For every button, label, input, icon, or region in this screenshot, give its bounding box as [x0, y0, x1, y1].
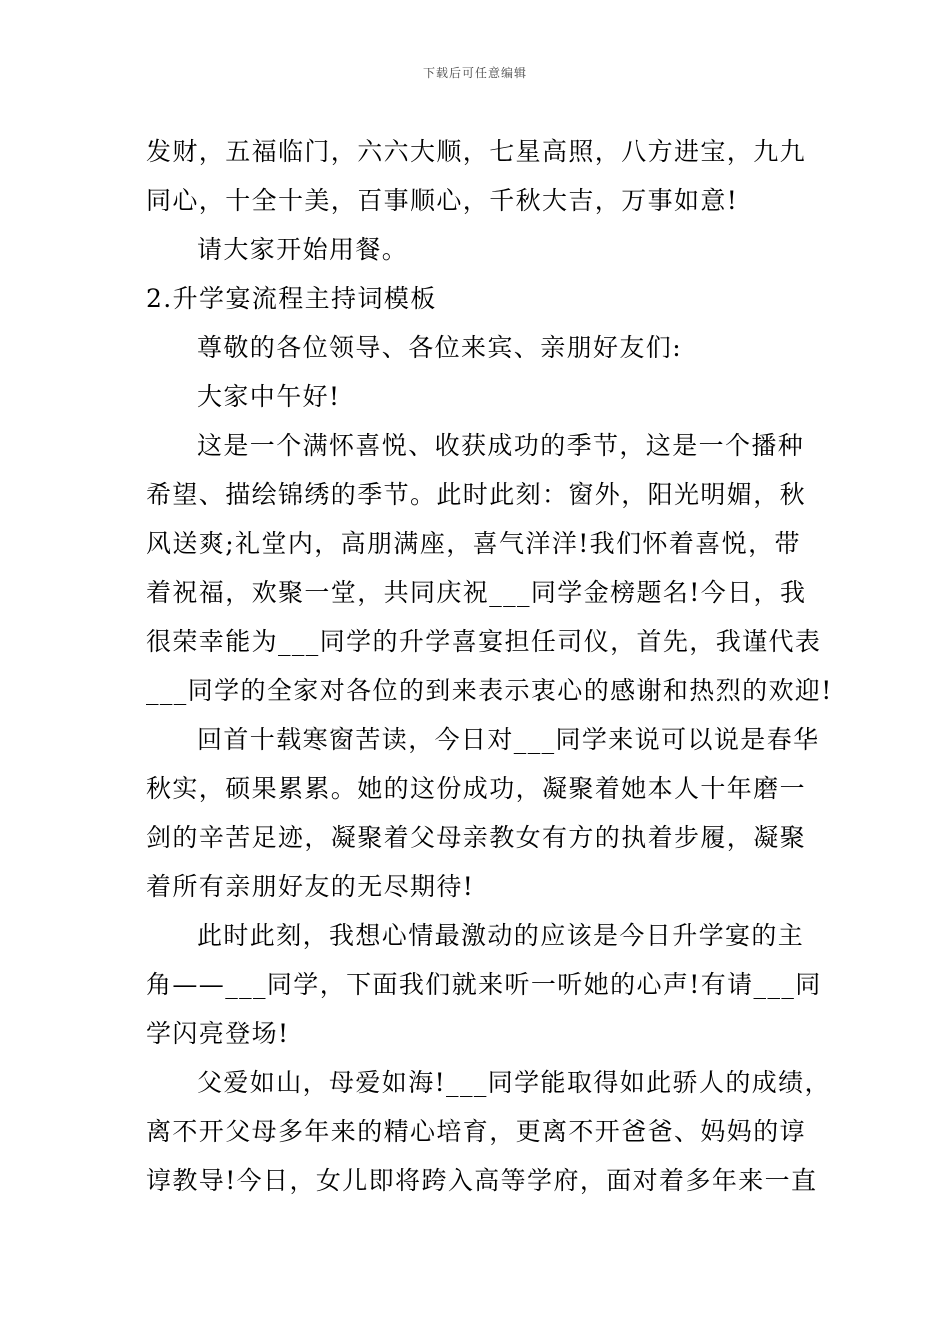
text-line: 学闪亮登场! — [146, 1019, 290, 1048]
text-line: 离不开父母多年来的精心培育，更离不开爸爸、妈妈的谆 — [146, 1117, 807, 1146]
text-line: 请大家开始用餐。 — [197, 235, 409, 264]
text-line: 回首十载寒窗苦读，今日对___同学来说可以说是春华 — [197, 725, 820, 754]
text-line: 着祝福，欢聚一堂，共同庆祝___同学金榜题名!今日，我 — [146, 578, 807, 607]
text-line: 角——___同学，下面我们就来听一听她的心声!有请___同 — [146, 970, 822, 999]
text-line: 风送爽;礼堂内，高朋满座，喜气洋洋!我们怀着喜悦，带 — [146, 529, 801, 558]
text-line: 谆教导!今日，女儿即将跨入高等学府，面对着多年来一直 — [146, 1166, 818, 1195]
text-line: 尊敬的各位领导、各位来宾、亲朋好友们: — [197, 333, 683, 362]
text-line: 此时此刻，我想心情最激动的应该是今日升学宴的主 — [197, 921, 805, 950]
text-line: 秋实，硕果累累。她的这份成功，凝聚着她本人十年磨一 — [146, 774, 807, 803]
page-header: 下载后可任意编辑 — [422, 66, 527, 80]
text-line: 很荣幸能为___同学的升学喜宴担任司仪，首先，我谨代表 — [146, 627, 822, 656]
text-line: 剑的辛苦足迹，凝聚着父母亲教女有方的执着步履，凝聚 — [146, 823, 807, 852]
section-heading: 2.升学宴流程主持词模板 — [146, 284, 437, 313]
text-line: 着所有亲朋好友的无尽期待! — [146, 872, 475, 901]
text-line: 大家中午好! — [197, 382, 341, 411]
document-body — [146, 127, 836, 1205]
text-line: 这是一个满怀喜悦、收获成功的季节，这是一个播种 — [197, 431, 805, 460]
text-line: 同心，十全十美，百事顺心，千秋大吉，万事如意! — [146, 186, 739, 215]
text-line: 父爱如山，母爱如海!___同学能取得如此骄人的成绩， — [197, 1068, 831, 1097]
text-line: 希望、描绘锦绣的季节。此时此刻：窗外，阳光明媚，秋 — [146, 480, 807, 509]
text-line: ___同学的全家对各位的到来表示衷心的感谢和热烈的欢迎! — [146, 676, 833, 705]
text-line: 发财，五福临门，六六大顺，七星高照，八方进宝，九九 — [146, 137, 807, 166]
